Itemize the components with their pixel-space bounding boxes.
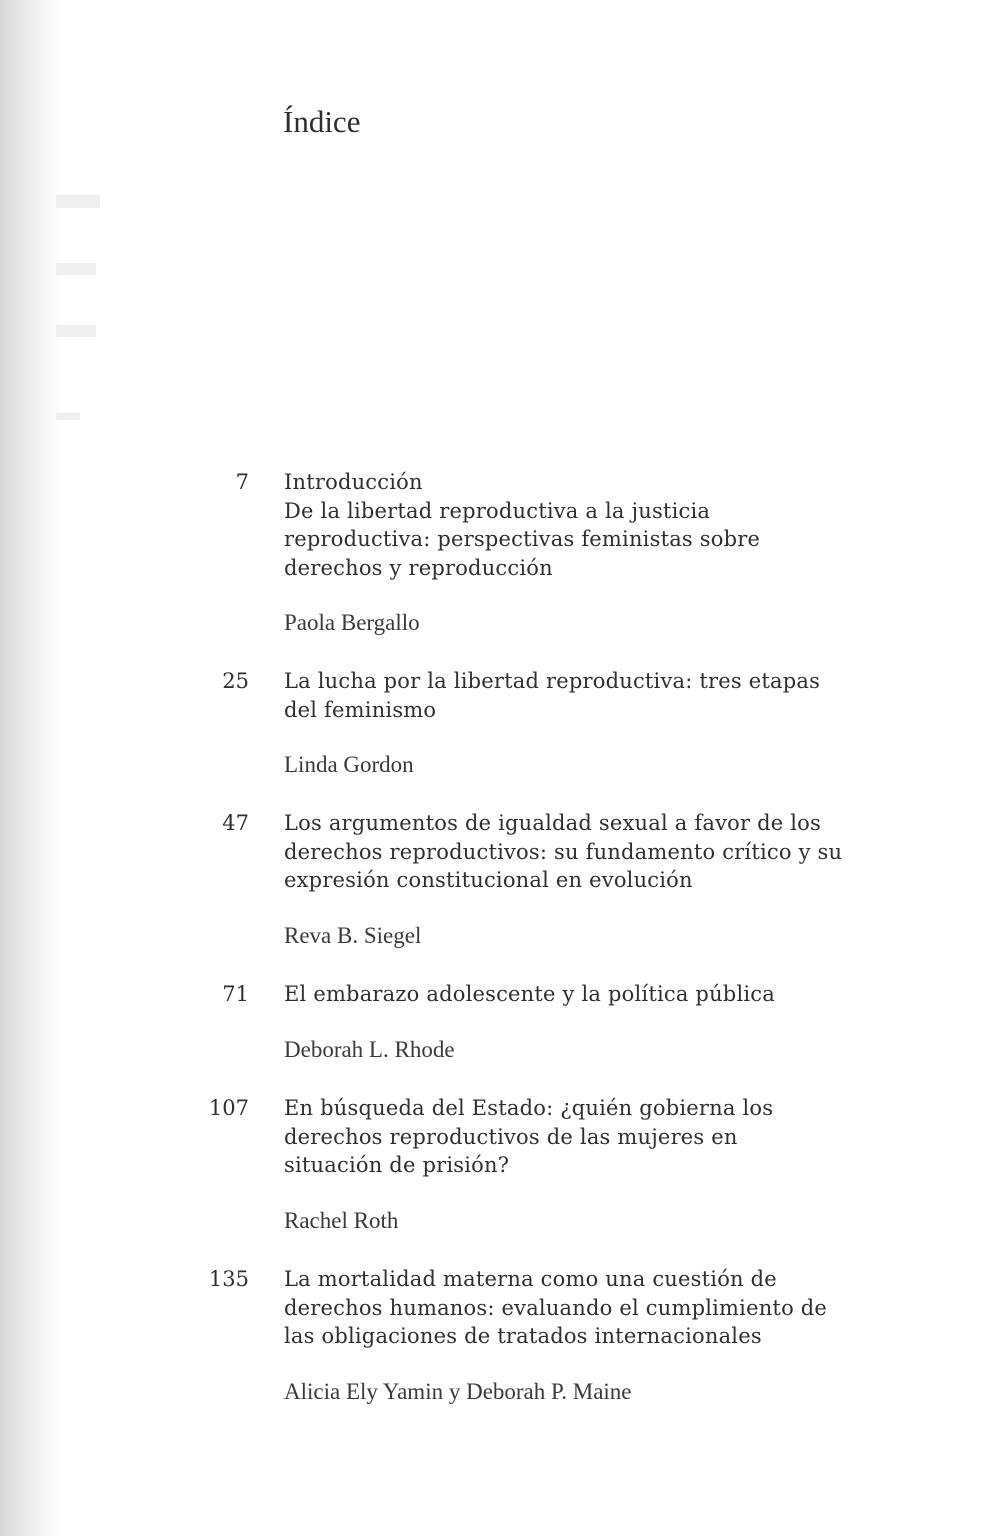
entry-title: Introducción De la libertad reproductiva a la justicia reproductiva: perspectivas feministas sobre derechos y reproducción bbox=[284, 470, 761, 580]
entry-author: Rachel Roth bbox=[284, 1207, 399, 1233]
entry-title: El embarazo adolescente y la política pública bbox=[284, 982, 775, 1006]
entry-body bbox=[284, 667, 934, 779]
entry-author: Deborah L. Rhode bbox=[284, 1036, 455, 1062]
entry-title: La lucha por la libertad reproductiva: tres etapas del feminismo bbox=[284, 669, 821, 722]
entry-body bbox=[284, 468, 934, 637]
entry-title: Los argumentos de igualdad sexual a favor de los derechos reproductivos: su fundamento crítico y su expresión constitucional en evolución bbox=[284, 811, 843, 892]
entry-author: Paola Bergallo bbox=[284, 610, 420, 635]
entry-page-number: 135 bbox=[208, 1267, 249, 1291]
entry-title: En búsqueda del Estado: ¿quién gobierna los derechos reproductivos de las mujeres en situación de prisión? bbox=[284, 1096, 774, 1177]
show-through-mark: ▬ bbox=[56, 239, 96, 284]
page-title: Índice bbox=[283, 104, 361, 139]
entry-page-number: 25 bbox=[222, 669, 249, 693]
show-through-mark: ▬ bbox=[56, 400, 80, 426]
entry-page-number: 7 bbox=[235, 470, 249, 494]
entry-page-number: 107 bbox=[208, 1096, 249, 1120]
entry-page-number: 71 bbox=[222, 982, 249, 1006]
show-through-mark: ▬ bbox=[56, 169, 100, 218]
entry-body bbox=[284, 1094, 934, 1235]
entry-author: Alicia Ely Yamin y Deborah P. Maine bbox=[284, 1378, 632, 1404]
show-through-mark: ▬ bbox=[56, 301, 96, 346]
entry-page-number: 47 bbox=[222, 811, 249, 835]
entry-author: Reva B. Siegel bbox=[284, 922, 422, 948]
entry-body bbox=[284, 980, 934, 1064]
entry-body bbox=[284, 809, 934, 950]
entry-title: La mortalidad materna como una cuestión de derechos humanos: evaluando el cumplimiento de las obligaciones de tratados internacionales bbox=[284, 1267, 828, 1348]
entry-body bbox=[284, 1265, 934, 1406]
entry-author: Linda Gordon bbox=[284, 752, 414, 777]
